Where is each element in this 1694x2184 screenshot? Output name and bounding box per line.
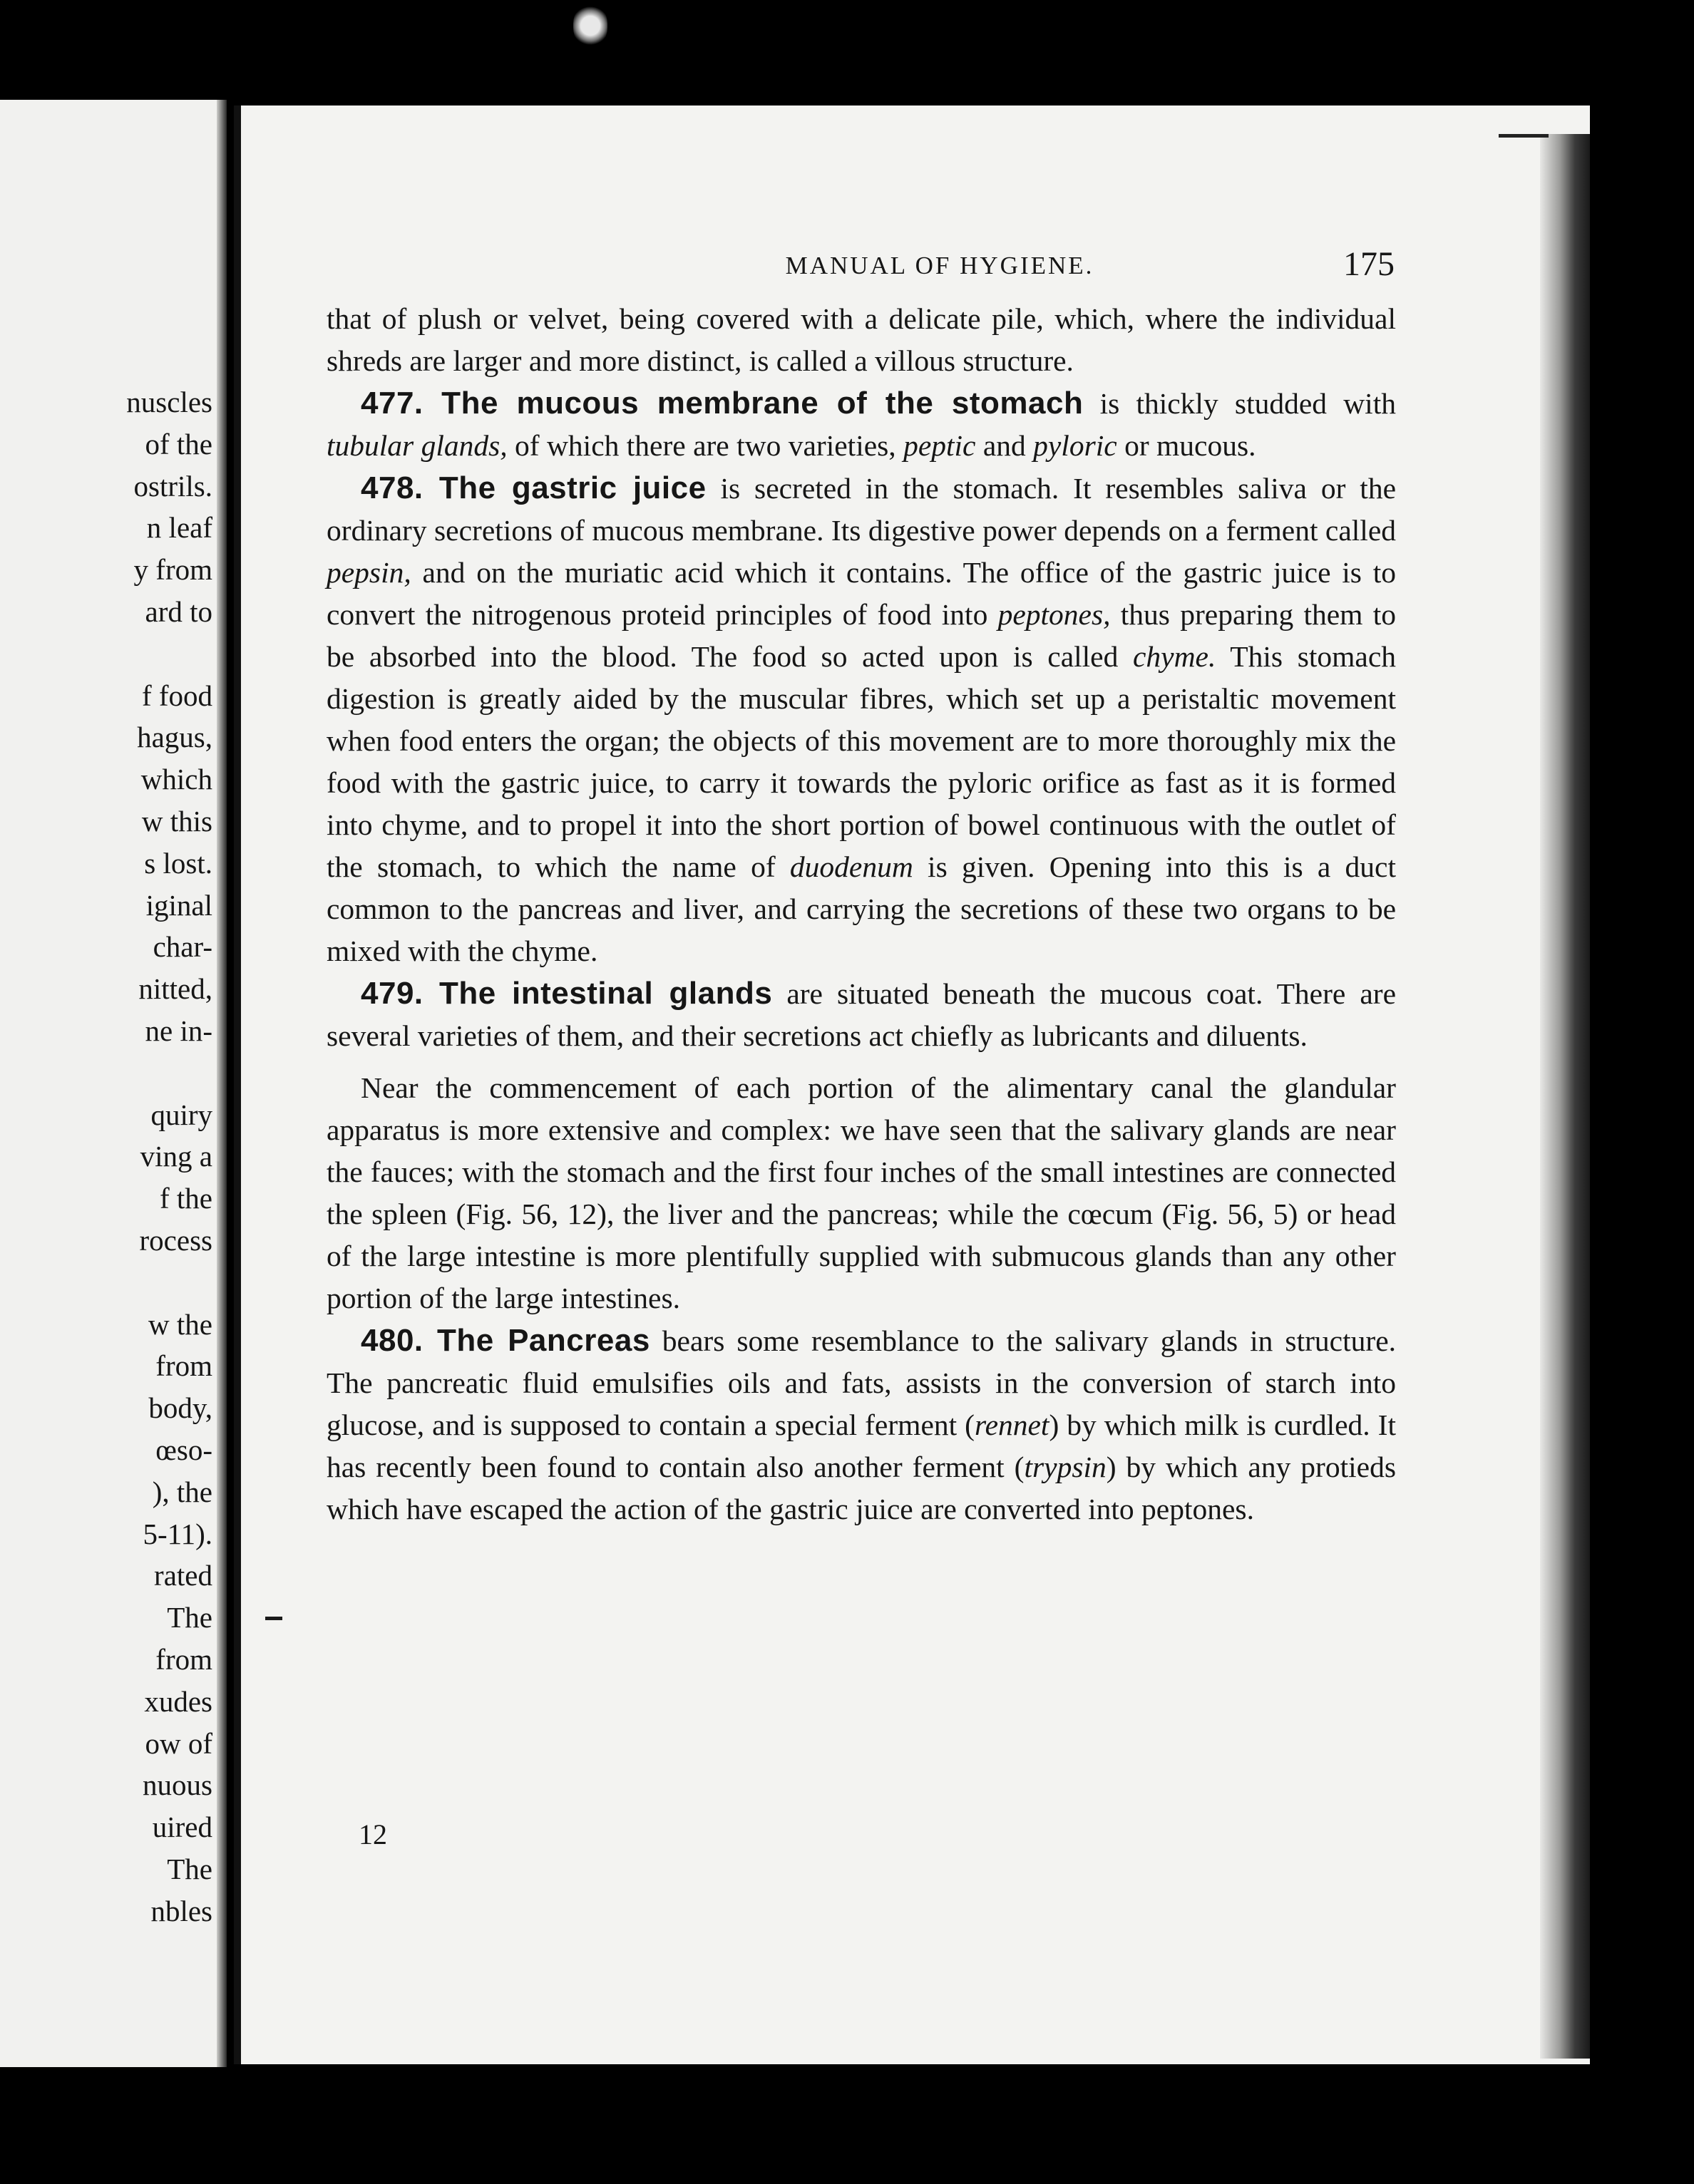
fragment-line: f the	[160, 1182, 212, 1215]
italic-term: tubular glands,	[327, 429, 508, 462]
fragment-line: 5-11).	[143, 1517, 212, 1550]
fragment-line: s lost.	[144, 846, 212, 880]
fragment-line: ne in-	[145, 1014, 212, 1047]
section-text: is secreted in the stomach. It resembles saliva or the ordinary secretions of mucous membrane. Its digestive power depends on a ferment called	[327, 472, 1397, 547]
fragment-line: ving a	[140, 1140, 212, 1173]
section-text: bears some resemblance to the salivary glands in structure. The pancreatic fluid emulsifies oils and fats, assists in the conversion of starch into glucose, and is supposed to contain a special ferment (	[327, 1324, 1396, 1441]
fragment-line: rocess	[139, 1223, 212, 1257]
section-480	[327, 1319, 1396, 1530]
fragment-line	[13, 1262, 212, 1304]
fragment-line: which	[140, 763, 212, 796]
italic-term: peptones,	[997, 598, 1111, 631]
italic-term: chyme.	[1133, 640, 1216, 673]
section-text: and on the muriatic acid which it contains. The office of the gastric juice is to convert the nitrogenous proteid principles of food into	[327, 556, 1396, 631]
fragment-line: w the	[148, 1307, 212, 1341]
running-head: MANUAL OF HYGIENE.	[785, 252, 1094, 279]
section-heading: 477. The mucous membrane of the stomach	[361, 386, 1084, 421]
section-text: are situated beneath the mucous coat. There are several varieties of them, and their secretions act chiefly as lubricants and diluents.	[327, 977, 1396, 1052]
page-left-edge	[234, 105, 241, 2064]
section-text: ) by which any protieds which have escaped the action of the gastric juice are converted into peptones.	[327, 1451, 1397, 1525]
section-text: of which there are two varieties,	[507, 429, 904, 462]
section-478	[327, 467, 1396, 972]
page-fore-edge	[1540, 134, 1590, 2059]
fragment-line	[13, 633, 212, 675]
fragment-line: The	[167, 1852, 212, 1885]
fragment-line: uired	[152, 1810, 212, 1844]
section-text: and	[975, 429, 1034, 462]
fragment-line: body,	[148, 1391, 212, 1425]
page-body	[327, 298, 1396, 1530]
margin-dash-mark	[265, 1617, 282, 1620]
fragment-line: ow of	[145, 1726, 212, 1760]
italic-term: pyloric	[1033, 429, 1117, 462]
section-text: thus preparing them to be absorbed into the blood. The food so acted upon is called	[327, 598, 1396, 673]
italic-term: duodenum	[789, 850, 913, 883]
section-text: is thickly studded with	[1083, 387, 1396, 420]
fragment-line: The	[167, 1601, 212, 1634]
signature-mark: 12	[359, 1818, 387, 1850]
fragment-line: char-	[153, 930, 212, 964]
italic-term: pepsin,	[327, 556, 411, 589]
section-heading: 479. The intestinal glands	[361, 976, 773, 1011]
italic-term: rennet	[974, 1408, 1049, 1441]
section-text: is given. Opening into this is a duct common to the pancreas and liver, and carrying the secretions of these two organs to be mixed with the chyme.	[327, 850, 1396, 967]
fragment-line: y from	[133, 553, 212, 587]
fragment-line: of the	[145, 427, 212, 460]
fragment-line: iginal	[145, 888, 212, 922]
fragment-line: quiry	[150, 1098, 212, 1131]
fragment-line: œso-	[155, 1433, 212, 1466]
fragment-line: ostrils.	[133, 469, 212, 503]
section-text: ) by which milk is curdled. It has recently been found to contain also another ferment (	[327, 1408, 1396, 1483]
page-number: 175	[1343, 245, 1395, 283]
fragment-line: ard to	[145, 594, 212, 628]
section-text: This stomach digestion is greatly aided by the muscular fibres, which set up a peristaltic movement when food enters the organ; the objects of this movement are to more thoroughly mix the food with the gastric juice, to carry it towards the pyloric orifice as fast as it is formed into chyme, and to propel it into the short portion of bowel continuous with the outlet of the stomach, to which the name of	[327, 640, 1396, 883]
fragment-line: nitted,	[138, 972, 212, 1006]
section-479	[327, 972, 1396, 1057]
paragraph-continued: that of plush or velvet, being covered with a delicate pile, which, where the individual shreds are larger and more distinct, is called a villous structure.	[327, 302, 1396, 377]
section-heading: 480. The Pancreas	[361, 1323, 650, 1358]
fragment-line: nuscles	[126, 386, 212, 418]
section-477	[327, 382, 1396, 467]
italic-term: trypsin	[1024, 1451, 1107, 1483]
section-text: or mucous.	[1116, 429, 1256, 462]
fragment-line: xudes	[144, 1684, 212, 1718]
fragment-line: from	[155, 1349, 212, 1383]
fragment-line: nuous	[143, 1768, 212, 1802]
fragment-line: from	[155, 1642, 212, 1676]
current-page	[234, 105, 1590, 2064]
ink-blot	[573, 4, 607, 47]
fragment-line: hagus,	[137, 721, 212, 754]
fragment-line: f food	[141, 679, 212, 712]
fragment-line: ), the	[152, 1475, 212, 1508]
section-heading: 478. The gastric juice	[361, 470, 707, 505]
fragment-line: n leaf	[146, 511, 212, 545]
fragment-line: w this	[141, 804, 212, 838]
paragraph-alimentary-canal: Near the commencement of each portion of the alimentary canal the glandular apparatus is more extensive and complex: we have seen that the salivary glands are near the fauces; with the stomach and the first four inches of the small intestines are connected the spleen (Fig. 56, 12), the liver and the pancreas; while the cœcum (Fig. 56, 5) or head of the large intestine is more plentifully supplied with submucous glands than any other portion of the large intestines.	[327, 1071, 1396, 1314]
book-gutter	[217, 100, 227, 2067]
fragment-line: rated	[154, 1559, 212, 1592]
previous-page-edge	[0, 100, 227, 2067]
fragment-line: nbles	[150, 1894, 212, 1927]
italic-term: peptic	[903, 429, 976, 462]
previous-page-text-fragments	[13, 381, 212, 1932]
fragment-line	[13, 1052, 212, 1094]
